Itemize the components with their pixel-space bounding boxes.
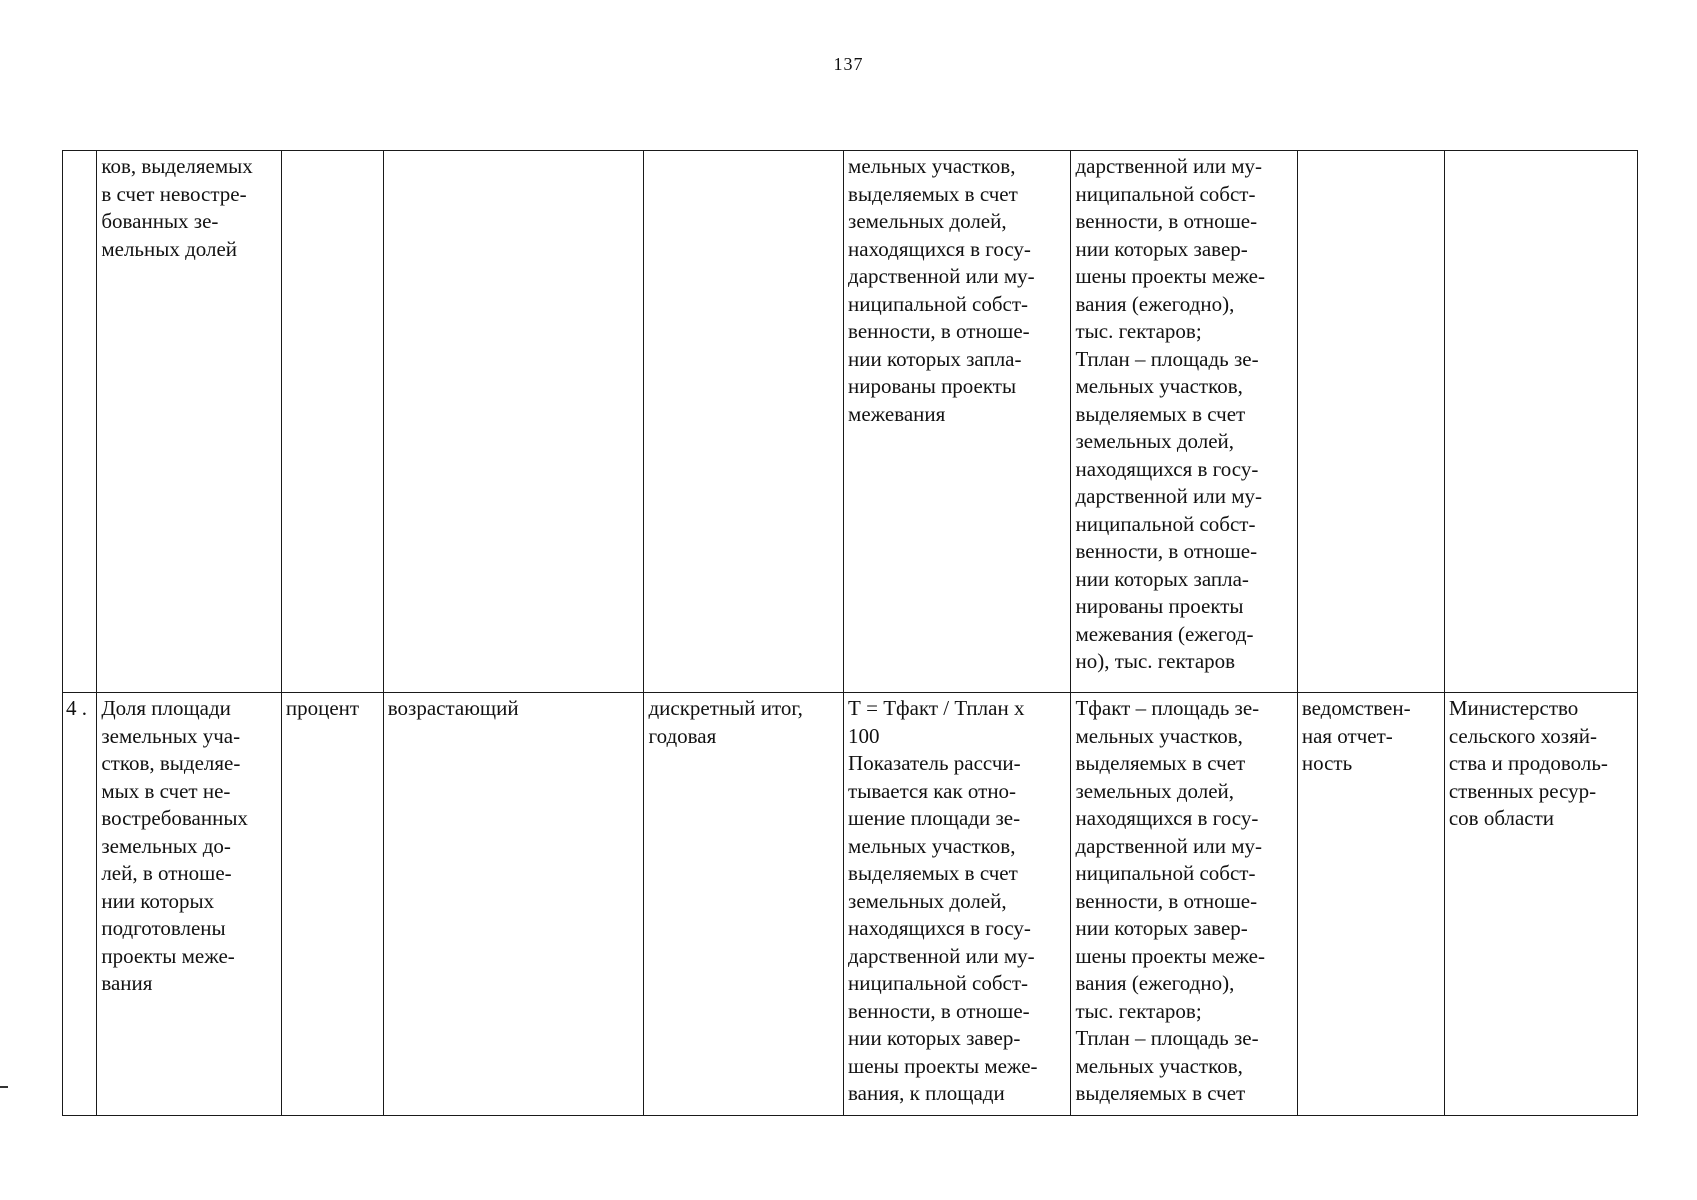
- indicators-line: выделяемых в счет: [1075, 401, 1246, 426]
- indicators-line: шены проекты меже-: [1075, 943, 1265, 968]
- formula-line: Т = Тфакт / Тплан х: [848, 696, 1025, 720]
- indicators-line: земельных долей,: [1075, 429, 1235, 453]
- indicators-line: нированы проекты: [1075, 594, 1244, 618]
- indicators-line: находящихся в госу-: [1075, 806, 1259, 830]
- indicators-line: находящихся в госу-: [1075, 456, 1259, 481]
- indicator-name-line: проекты меже-: [101, 943, 235, 968]
- indicators-line: венности, в отноше-: [1075, 539, 1258, 563]
- indicator-name-cell: [97, 693, 282, 1116]
- scan-margin-mark: [0, 1086, 8, 1088]
- indicators-line: тыс. гектаров;: [1075, 998, 1202, 1023]
- indicators-line: но), тыс. гектаров: [1075, 649, 1236, 673]
- formula-line: ниципальной собст-: [848, 971, 1029, 995]
- indicators-line: вания (ежегодно),: [1075, 971, 1235, 995]
- responsible-cell: [1444, 151, 1637, 693]
- indicator-name-line: вания: [101, 971, 153, 995]
- responsible-line: ства и продоволь-: [1448, 751, 1608, 775]
- source-line: ная отчет-: [1301, 723, 1393, 748]
- indicators-line: вания (ежегодно),: [1075, 291, 1235, 316]
- indicator-name-line: стков, выделяе-: [101, 751, 241, 775]
- indicator-name-line: нии которых: [101, 888, 215, 913]
- indicator-name-line: бованных зе-: [101, 209, 219, 233]
- indicators-line: земельных долей,: [1075, 778, 1235, 803]
- formula-line: тывается как отно-: [848, 778, 1017, 803]
- indicator-name-cell: [97, 151, 282, 693]
- indicators-line: шены проекты меже-: [1075, 264, 1265, 288]
- responsible-line: ственных ресур-: [1448, 778, 1597, 803]
- indicators-line: выделяемых в счет: [1075, 1081, 1246, 1105]
- table-row-4: [63, 693, 1638, 1116]
- indicators-line: венности, в отноше-: [1075, 888, 1258, 913]
- responsible-line: сов области: [1448, 806, 1555, 830]
- source-line: ведомствен-: [1301, 696, 1411, 720]
- table-row-continued: [63, 151, 1638, 693]
- formula-line: нированы проекты: [848, 374, 1017, 398]
- indicator-name-line: мельных долей: [101, 236, 238, 261]
- indicator-name-line: земельных уча-: [101, 723, 241, 748]
- indicators-line: дарственной или му-: [1075, 833, 1263, 858]
- indicators-line: ниципальной собст-: [1075, 511, 1256, 536]
- indicators-line: венности, в отноше-: [1075, 209, 1258, 233]
- indicators-table-wrapper: [62, 150, 1638, 1116]
- indicator-name-line: в счет невостре-: [101, 181, 247, 206]
- formula-line: выделяемых в счет: [848, 181, 1018, 206]
- formula-line: шены проекты меже-: [848, 1053, 1038, 1078]
- indicators-line: ниципальной собст-: [1075, 861, 1256, 885]
- indicator-name-line: лей, в отноше-: [101, 861, 232, 885]
- dynamics-cell: [383, 151, 644, 693]
- unit-cell: [281, 151, 383, 693]
- row-number-cell: [63, 151, 97, 693]
- unit-cell: процент: [281, 693, 383, 1116]
- formula-line: мельных участков,: [848, 833, 1016, 858]
- formula-line: нии которых запла-: [848, 346, 1022, 371]
- formula-line: находящихся в госу-: [848, 236, 1031, 261]
- indicator-name-line: подготовлены: [101, 916, 226, 940]
- formula-line: дарственной или му-: [848, 264, 1035, 288]
- indicator-name-line: Доля площади: [101, 696, 231, 720]
- periodicity-line: годовая: [648, 723, 717, 748]
- formula-line: 100: [848, 723, 880, 748]
- periodicity-line: дискретный итог,: [648, 696, 803, 720]
- indicators-line: мельных участков,: [1075, 374, 1243, 398]
- responsible-line: сельского хозяй-: [1448, 723, 1597, 748]
- indicators-cell: [1071, 151, 1297, 693]
- formula-line: венности, в отноше-: [848, 998, 1030, 1023]
- indicators-line: нии которых завер-: [1075, 236, 1248, 261]
- indicators-line: дарственной или му-: [1075, 484, 1263, 508]
- source-cell: [1297, 693, 1444, 1116]
- indicators-line: тыс. гектаров;: [1075, 319, 1202, 343]
- indicators-line: мельных участков,: [1075, 1053, 1243, 1078]
- responsible-line: Министерство: [1448, 696, 1579, 720]
- responsible-cell: [1444, 693, 1637, 1116]
- indicators-line: межевания (ежегод-: [1075, 621, 1254, 646]
- row-number-cell: 4 .: [63, 693, 97, 1116]
- indicator-name-line: ков, выделяемых: [101, 154, 253, 178]
- dynamics-cell: возрастающий: [383, 693, 644, 1116]
- indicator-name-line: земельных до-: [101, 833, 231, 858]
- formula-line: земельных долей,: [848, 209, 1007, 233]
- formula-line: вания, к площади: [848, 1081, 1005, 1105]
- indicators-line: Тфакт – площадь зе-: [1075, 696, 1260, 720]
- indicators-line: Тплан – площадь зе-: [1075, 1026, 1259, 1050]
- formula-line: ниципальной собст-: [848, 291, 1029, 316]
- indicators-line: дарственной или му-: [1075, 154, 1263, 178]
- formula-line: нии которых завер-: [848, 1026, 1021, 1050]
- source-line: ность: [1301, 751, 1353, 775]
- formula-line: Показатель рассчи-: [848, 751, 1021, 775]
- indicators-table: [62, 150, 1638, 1116]
- formula-cell: [844, 693, 1071, 1116]
- indicators-line: Тплан – площадь зе-: [1075, 346, 1259, 371]
- formula-line: шение площади зе-: [848, 806, 1021, 830]
- indicators-line: нии которых запла-: [1075, 566, 1249, 591]
- page-number: 137: [833, 54, 864, 74]
- formula-line: земельных долей,: [848, 888, 1007, 913]
- source-cell: [1297, 151, 1444, 693]
- formula-line: мельных участков,: [848, 154, 1016, 178]
- formula-line: дарственной или му-: [848, 943, 1035, 968]
- indicator-name-line: востребованных: [101, 806, 248, 830]
- formula-line: находящихся в госу-: [848, 916, 1031, 940]
- formula-cell: [844, 151, 1071, 693]
- indicators-line: мельных участков,: [1075, 723, 1243, 748]
- formula-line: выделяемых в счет: [848, 861, 1018, 885]
- periodicity-cell: [644, 693, 844, 1116]
- formula-line: межевания: [848, 401, 946, 426]
- indicator-name-line: мых в счет не-: [101, 778, 231, 803]
- indicators-line: выделяемых в счет: [1075, 751, 1246, 775]
- periodicity-cell: [644, 151, 844, 693]
- indicators-line: нии которых завер-: [1075, 916, 1248, 940]
- formula-line: венности, в отноше-: [848, 319, 1030, 343]
- indicators-line: ниципальной собст-: [1075, 181, 1256, 206]
- indicators-cell: [1071, 693, 1297, 1116]
